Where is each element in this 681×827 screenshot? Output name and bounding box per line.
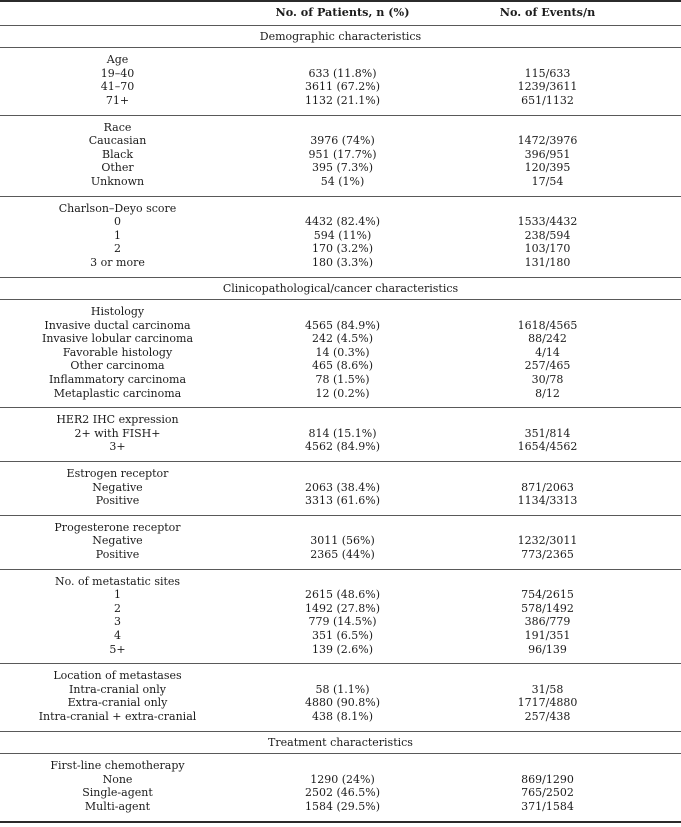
events-cell: 115/633 [524, 66, 571, 80]
row-label: Positive [95, 548, 140, 561]
patients-cell: 1290 (24%) [310, 772, 375, 786]
group-label-row [0, 669, 681, 683]
events-cell [450, 305, 681, 319]
table-row [0, 387, 681, 401]
group-label-row [0, 521, 681, 535]
table-group [0, 47, 681, 114]
row-label: Single-agent [82, 786, 153, 800]
table-group [0, 569, 681, 664]
column-header-empty [0, 6, 235, 20]
column-header-events: No. of Events/n [499, 5, 596, 19]
events-cell: 351/814 [524, 426, 571, 440]
table-row [0, 534, 681, 548]
group-label: Age [106, 53, 129, 67]
table-row [0, 800, 681, 814]
patients-cell: 633 (11.8%) [308, 66, 377, 80]
patients-cell: 1132 (21.1%) [304, 93, 381, 107]
events-cell: 1618/4565 [517, 318, 578, 332]
patients-cell: 3313 (61.6%) [304, 494, 381, 508]
table-row [0, 373, 681, 387]
table-row [0, 229, 681, 243]
group-label: Estrogen receptor [66, 467, 169, 481]
row-label: 1 [114, 588, 121, 602]
table-row [0, 548, 681, 562]
row-label: 5+ [109, 642, 126, 656]
row-label: Invasive lobular carcinoma [41, 332, 194, 346]
row-label: Negative [92, 534, 143, 548]
patients-cell [235, 759, 450, 773]
table-row [0, 242, 681, 256]
patients-cell: 12 (0.2%) [315, 386, 370, 400]
patients-cell [235, 202, 450, 216]
events-cell [450, 53, 681, 67]
row-label: 1 [114, 228, 121, 242]
patients-cell: 3976 (74%) [310, 134, 375, 148]
table-group [0, 515, 681, 569]
row-label: Negative [92, 480, 143, 494]
row-label: 19–40 [100, 66, 135, 80]
table-group [0, 299, 681, 407]
table-row [0, 629, 681, 643]
table-row [0, 346, 681, 360]
row-label: 41–70 [100, 80, 135, 94]
row-label: Other [101, 161, 134, 175]
patients-cell [235, 575, 450, 589]
patients-cell [235, 521, 450, 535]
patients-cell: 180 (3.3%) [311, 255, 374, 269]
table-row [0, 710, 681, 724]
row-label: None [102, 772, 133, 786]
patients-cell: 438 (8.1%) [311, 709, 374, 723]
patients-cell: 2365 (44%) [310, 548, 375, 561]
patients-cell: 4432 (82.4%) [304, 215, 381, 229]
section-banner-row [0, 25, 681, 48]
patients-cell: 242 (4.5%) [311, 332, 374, 346]
patients-cell: 58 (1.1%) [315, 682, 370, 696]
events-cell: 871/2063 [521, 480, 574, 494]
events-cell: 386/779 [524, 615, 571, 629]
events-cell [450, 121, 681, 135]
table-row [0, 481, 681, 495]
patients-cell [235, 305, 450, 319]
table-row [0, 427, 681, 441]
patients-cell [235, 669, 450, 683]
patients-cell: 14 (0.3%) [315, 345, 370, 359]
events-cell: 4/14 [535, 345, 560, 359]
row-label: 3 or more [90, 255, 145, 269]
table-row [0, 602, 681, 616]
table-row [0, 215, 681, 229]
table-row [0, 440, 681, 454]
patients-cell: 395 (7.3%) [311, 161, 374, 175]
group-label-row [0, 759, 681, 773]
patients-cell: 1584 (29.5%) [304, 799, 381, 813]
row-label: Caucasian [88, 134, 147, 148]
row-label: 2 [114, 601, 121, 615]
events-cell: 120/395 [524, 161, 571, 175]
table-row [0, 615, 681, 629]
patients-cell: 54 (1%) [320, 174, 365, 188]
events-cell: 191/351 [524, 628, 571, 642]
patients-cell: 139 (2.6%) [311, 642, 374, 656]
events-cell: 1654/4562 [517, 440, 578, 454]
table-row [0, 148, 681, 162]
events-cell: 96/139 [528, 642, 567, 656]
patients-cell [235, 53, 450, 67]
events-cell: 754/2615 [521, 588, 574, 602]
patients-cell: 78 (1.5%) [315, 373, 370, 387]
events-cell: 103/170 [524, 242, 571, 256]
patients-cell [235, 467, 450, 481]
patients-cell: 4562 (84.9%) [304, 440, 381, 454]
table-body [0, 25, 681, 821]
table-row [0, 786, 681, 800]
row-label: Intra-cranial + extra-cranial [38, 709, 197, 723]
table-row [0, 134, 681, 148]
events-cell: 1239/3611 [517, 80, 578, 94]
patients-cell: 4565 (84.9%) [304, 318, 381, 332]
column-header-patients: No. of Patients, n (%) [275, 5, 410, 19]
group-label: Histology [90, 305, 145, 319]
patients-cell: 951 (17.7%) [308, 147, 377, 161]
row-label: 2 [114, 242, 121, 256]
table-group [0, 663, 681, 730]
table-row [0, 319, 681, 333]
row-label: Invasive ductal carcinoma [44, 318, 191, 332]
table-row [0, 256, 681, 270]
events-cell [450, 575, 681, 589]
row-label: Favorable histology [62, 345, 173, 359]
row-label: Positive [95, 494, 140, 508]
events-cell: 131/180 [524, 255, 571, 269]
patients-cell: 351 (6.5%) [311, 628, 374, 642]
table-group [0, 407, 681, 461]
patients-cell: 1492 (27.8%) [304, 601, 381, 615]
events-cell: 578/1492 [521, 601, 574, 615]
row-label: Multi-agent [84, 799, 151, 813]
group-label-row [0, 575, 681, 589]
events-cell [450, 669, 681, 683]
row-label: 3+ [109, 440, 126, 454]
events-cell: 1134/3313 [517, 494, 578, 508]
table-row [0, 332, 681, 346]
group-label-row [0, 413, 681, 427]
row-label: Intra-cranial only [69, 682, 166, 696]
events-cell: 651/1132 [521, 93, 574, 107]
events-cell [450, 759, 681, 773]
patients-cell: 2063 (38.4%) [304, 480, 381, 494]
group-label: First-line chemotherapy [50, 759, 185, 773]
section-banner-row [0, 277, 681, 300]
group-label-row [0, 53, 681, 67]
table-row [0, 359, 681, 373]
table-row [0, 643, 681, 657]
table-row [0, 773, 681, 787]
patients-cell: 2502 (46.5%) [304, 786, 381, 800]
group-label: Location of metastases [53, 669, 182, 683]
table-group [0, 461, 681, 515]
table-row [0, 494, 681, 508]
table-row [0, 80, 681, 94]
patients-cell: 4880 (90.8%) [304, 696, 381, 710]
events-cell: 1472/3976 [517, 134, 578, 148]
patients-cell [235, 413, 450, 427]
events-cell [450, 413, 681, 427]
events-cell: 238/594 [524, 228, 571, 242]
section-banner-label: Treatment characteristics [268, 735, 413, 749]
patients-cell: 814 (15.1%) [308, 426, 377, 440]
patients-cell: 465 (8.6%) [311, 359, 374, 373]
row-label: Extra-cranial only [67, 696, 168, 710]
patients-cell: 779 (14.5%) [308, 615, 377, 629]
row-label: Unknown [90, 174, 145, 188]
events-cell: 765/2502 [521, 786, 574, 800]
table-group [0, 753, 681, 820]
row-label: Metaplastic carcinoma [53, 386, 182, 400]
table-group [0, 115, 681, 196]
events-cell: 371/1584 [521, 799, 574, 813]
group-label-row [0, 202, 681, 216]
events-cell: 257/465 [524, 359, 571, 373]
events-cell: 88/242 [528, 332, 567, 346]
events-cell [450, 521, 681, 535]
row-label: Inflammatory carcinoma [48, 373, 187, 387]
group-label-row [0, 121, 681, 135]
row-label: 71+ [105, 93, 130, 107]
events-cell: 17/54 [531, 174, 564, 188]
patients-cell: 170 (3.2%) [311, 242, 374, 256]
group-label: HER2 IHC expression [56, 413, 179, 427]
events-cell: 257/438 [524, 709, 571, 723]
patients-cell [235, 121, 450, 135]
group-label: No. of metastatic sites [54, 574, 181, 588]
table-row [0, 683, 681, 697]
table-row [0, 696, 681, 710]
events-cell: 8/12 [535, 386, 560, 400]
events-cell: 30/78 [531, 373, 564, 387]
patients-cell: 594 (11%) [313, 228, 372, 242]
group-label: Charlson–Deyo score [58, 201, 177, 215]
row-label: 4 [114, 628, 121, 642]
events-cell: 773/2365 [521, 548, 574, 561]
table-row [0, 175, 681, 189]
events-cell: 396/951 [524, 147, 571, 161]
events-cell: 869/1290 [521, 772, 574, 786]
row-label: 2+ with FISH+ [74, 426, 161, 440]
group-label: Race [103, 120, 132, 134]
patients-cell: 3011 (56%) [310, 534, 375, 548]
events-cell: 31/58 [531, 682, 564, 696]
table-row [0, 94, 681, 108]
events-cell: 1232/3011 [517, 534, 578, 548]
events-cell: 1533/4432 [517, 215, 578, 229]
events-cell [450, 467, 681, 481]
events-cell: 1717/4880 [517, 696, 578, 710]
table-row [0, 67, 681, 81]
table-row [0, 588, 681, 602]
group-label-row [0, 305, 681, 319]
row-label: Other carcinoma [70, 359, 165, 373]
group-label-row [0, 467, 681, 481]
events-cell [450, 202, 681, 216]
patients-cell: 2615 (48.6%) [304, 588, 381, 602]
patients-cell: 3611 (67.2%) [304, 80, 381, 94]
section-banner-row [0, 731, 681, 754]
table-row [0, 161, 681, 175]
row-label: 3 [114, 615, 121, 629]
section-banner-label: Demographic characteristics [259, 29, 422, 43]
table-group [0, 196, 681, 277]
table-header-row [0, 2, 681, 25]
row-label: 0 [114, 215, 121, 229]
row-label: Black [102, 147, 133, 161]
section-banner-label: Clinicopathological/cancer characteristics [222, 281, 459, 295]
group-label: Progesterone receptor [54, 520, 181, 534]
